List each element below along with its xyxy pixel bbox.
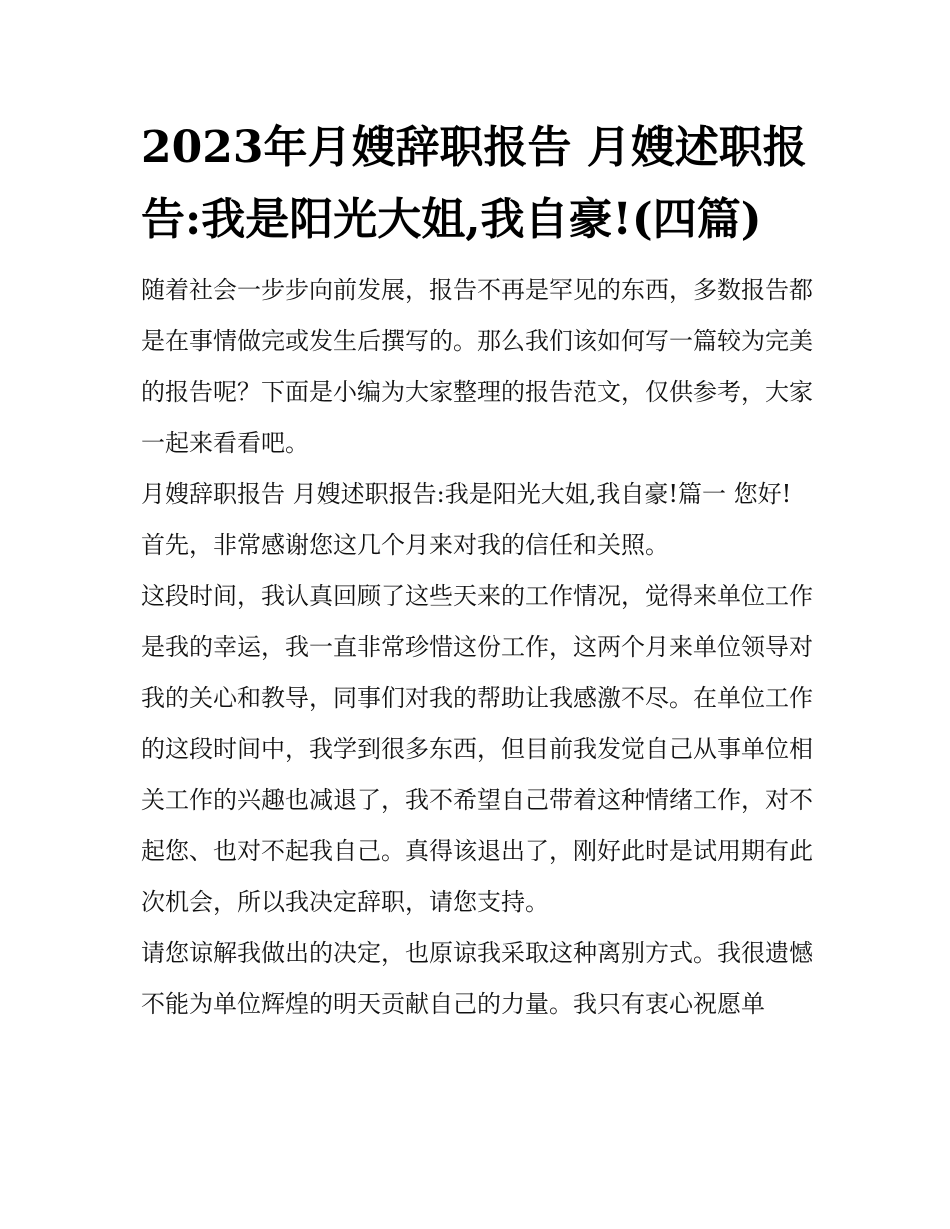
section-heading-paragraph: 月嫂辞职报告 月嫂述职报告:我是阳光大姐,我自豪!篇一 您好! [141,480,792,508]
document-title: 2023年月嫂辞职报告 月嫂述职报告:我是阳光大姐,我自豪!(四篇) [141,122,807,245]
thanks-paragraph: 首先，非常感谢您这几个月来对我的信任和关照。 [141,531,669,559]
intro-paragraph: 随着社会一步步向前发展，报告不再是罕见的东西，多数报告都是在事情做完或发生后撰写的。那么我们该如何写一篇较为完美的报告呢？下面是小编为大家整理的报告范文，仅供参考，大家一起来看看吧。 [141,276,813,457]
body-paragraph: 这段时间，我认真回顾了这些天来的工作情况，觉得来单位工作是我的幸运，我一直非常珍惜这份工作，这两个月来单位领导对我的关心和教导，同事们对我的帮助让我感激不尽。在单位工作的这段时间中，我学到很多东西，但目前我发觉自己从事单位相关工作的兴趣也减退了，我不希望自己带着这种情绪工作，对不起您、也对不起我自己。真得该退出了，刚好此时是试用期有此次机会，所以我决定辞职，请您支持。 [141,582,813,916]
document-body [141,112,813,1030]
closing-paragraph: 请您谅解我做出的决定，也原谅我采取这种离别方式。我很遗憾不能为单位辉煌的明天贡献自己的力量。我只有衷心祝愿单 [141,939,813,1018]
